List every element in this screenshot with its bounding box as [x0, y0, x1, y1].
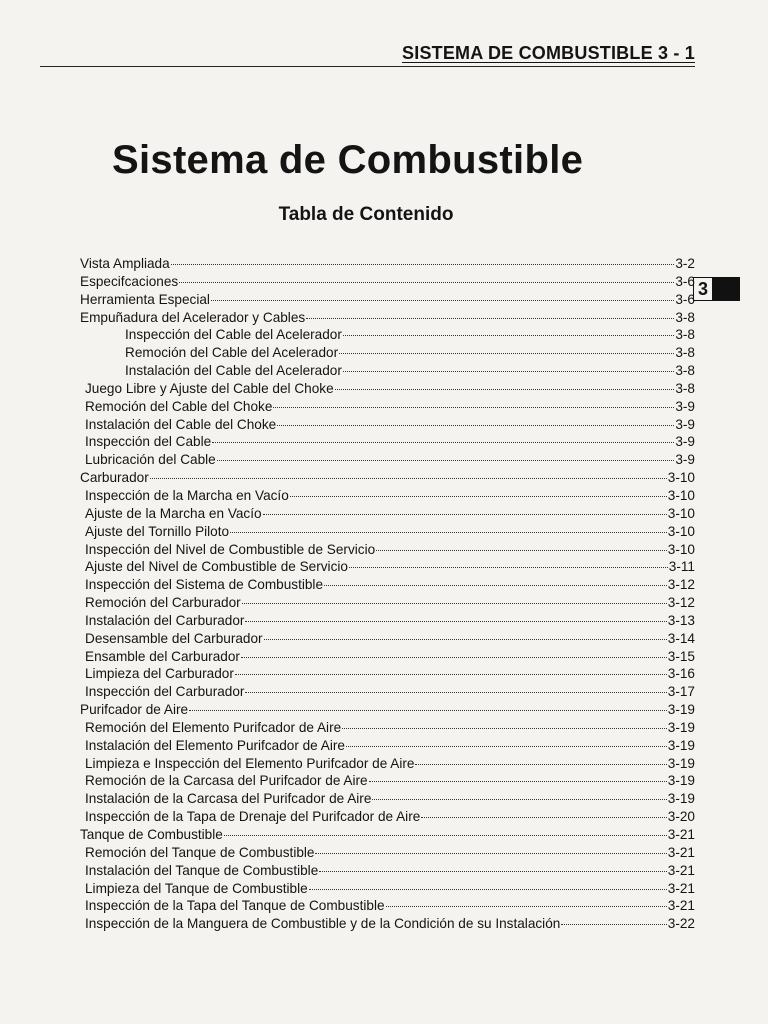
toc-entry-title: Ajuste del Nivel de Combustible de Servicio	[85, 559, 348, 575]
toc-entry-title: Instalación del Carburador	[85, 612, 245, 628]
toc-dot-leader	[189, 710, 667, 711]
page-title: Sistema de Combustible	[112, 138, 584, 182]
toc-entry	[80, 433, 695, 451]
toc-entry-title: Inspección de la Marcha en Vacío	[85, 487, 289, 503]
toc-entry-page: 3-6	[675, 273, 695, 289]
toc-entry-page: 3-22	[667, 916, 695, 932]
toc-dot-leader	[346, 746, 667, 747]
toc-dot-leader	[230, 532, 667, 533]
toc-entry	[80, 541, 695, 559]
toc-entry-title: Inspección del Carburador	[85, 684, 245, 700]
toc-entry-title: Remoción del Cable del Acelerador	[125, 345, 339, 361]
toc-entry-title: Vista Ampliada	[80, 256, 170, 271]
toc-entry-page: 3-8	[675, 345, 695, 361]
toc-entry	[80, 755, 695, 773]
toc-entry-page: 3-8	[675, 363, 695, 379]
toc-entry-page: 3-10	[667, 541, 695, 557]
toc-entry	[80, 576, 695, 594]
toc-entry	[80, 665, 695, 683]
toc-entry	[80, 362, 695, 380]
toc-entry	[80, 862, 695, 880]
toc-entry	[80, 737, 695, 755]
toc-entry	[80, 701, 695, 719]
toc-entry-title: Remoción del Elemento Purifcador de Aire	[85, 719, 342, 735]
toc-entry-page: 3-17	[667, 684, 695, 700]
chapter-number: 3	[693, 277, 713, 301]
toc-entry-title: Remoción del Cable del Choke	[85, 398, 273, 414]
toc-dot-leader	[171, 264, 675, 265]
toc-dot-leader	[372, 799, 666, 800]
toc-entry-title: Ajuste de la Marcha en Vacío	[85, 505, 262, 521]
toc-entry-title: Instalación del Elemento Purifcador de Aire	[85, 737, 345, 753]
toc-entry	[80, 630, 695, 648]
toc-entry-page: 3-12	[667, 595, 695, 611]
toc-entry-page: 3-21	[667, 827, 695, 842]
toc-entry-title: Inspección del Nivel de Combustible de Servicio	[85, 541, 376, 557]
toc-entry	[80, 309, 695, 327]
toc-entry	[80, 291, 695, 309]
toc-entry	[80, 505, 695, 523]
toc-dot-leader	[343, 335, 674, 336]
toc-entry	[80, 469, 695, 487]
toc-dot-leader	[339, 353, 674, 354]
toc-entry-title: Remoción del Tanque de Combustible	[85, 844, 315, 860]
toc-entry-title: Purifcador de Aire	[80, 702, 189, 718]
toc-entry-title: Remoción del Carburador	[85, 595, 241, 611]
toc-entry-page: 3-19	[667, 702, 695, 718]
toc-entry-page: 3-14	[667, 630, 695, 646]
toc-entry-title: Carburador	[80, 470, 149, 486]
toc-entry-title: Especifcaciones	[80, 273, 179, 289]
toc-dot-leader	[235, 674, 667, 675]
toc-entry	[80, 255, 695, 273]
toc-dot-leader	[319, 871, 667, 872]
toc-dot-leader	[245, 621, 666, 622]
toc-dot-leader	[211, 300, 674, 301]
toc-entry	[80, 826, 695, 844]
toc-dot-leader	[150, 478, 667, 479]
toc-entry-title: Limpieza del Tanque de Combustible	[85, 880, 308, 896]
toc-dot-leader	[561, 924, 666, 925]
toc-entry-title: Empuñadura del Acelerador y Cables	[80, 309, 306, 325]
toc-dot-leader	[415, 764, 666, 765]
toc-entry-page: 3-19	[667, 773, 695, 789]
toc-entry-page: 3-21	[667, 862, 695, 878]
toc-entry-page: 3-19	[667, 719, 695, 735]
toc-entry-title: Instalación del Cable del Acelerador	[125, 363, 342, 379]
toc-entry-page: 3-19	[667, 737, 695, 753]
toc-entry	[80, 880, 695, 898]
toc-entry-page: 3-9	[675, 452, 695, 468]
toc-entry	[80, 915, 695, 933]
toc-entry-page: 3-10	[667, 470, 695, 486]
toc-entry	[80, 380, 695, 398]
toc-entry-page: 3-10	[667, 487, 695, 503]
toc-entry-title: Inspección de la Manguera de Combustible y de la Condición de su Instalación	[85, 916, 561, 932]
toc-heading: Tabla de Contenido	[278, 204, 454, 225]
toc-entry	[80, 523, 695, 541]
toc-dot-leader	[309, 889, 667, 890]
toc-entry-title: Instalación de la Carcasa del Purifcador de Aire	[85, 791, 372, 807]
toc-dot-leader	[306, 318, 674, 319]
toc-entry	[80, 273, 695, 291]
toc-entry-page: 3-21	[667, 898, 695, 914]
toc-dot-leader	[315, 853, 666, 854]
toc-entry	[80, 719, 695, 737]
toc-dot-leader	[342, 728, 667, 729]
toc-entry	[80, 648, 695, 666]
toc-entry-page: 3-20	[667, 809, 695, 825]
table-of-contents	[80, 255, 695, 933]
toc-entry-page: 3-11	[668, 559, 695, 575]
toc-dot-leader	[290, 496, 667, 497]
toc-dot-leader	[212, 442, 674, 443]
chapter-tab	[693, 277, 740, 301]
toc-dot-leader	[241, 657, 667, 658]
toc-entry	[80, 487, 695, 505]
toc-entry	[80, 808, 695, 826]
toc-entry-title: Remoción de la Carcasa del Purifcador de Aire	[85, 773, 368, 789]
toc-entry-title: Lubricación del Cable	[85, 452, 216, 468]
toc-entry	[80, 612, 695, 630]
toc-entry-title: Inspección del Sistema de Combustible	[85, 577, 324, 593]
chapter-tab-block	[713, 277, 740, 301]
toc-dot-leader	[224, 835, 667, 836]
toc-entry	[80, 683, 695, 701]
toc-entry	[80, 594, 695, 612]
toc-entry-page: 3-8	[675, 380, 695, 396]
toc-dot-leader	[324, 585, 667, 586]
page-header	[40, 40, 695, 67]
toc-entry-page: 3-8	[675, 327, 695, 343]
toc-entry-page: 3-9	[675, 398, 695, 414]
toc-entry-title: Inspección del Cable del Acelerador	[125, 327, 342, 343]
toc-entry-page: 3-2	[675, 256, 695, 271]
toc-entry-page: 3-19	[667, 791, 695, 807]
toc-entry-page: 3-8	[675, 309, 695, 325]
toc-dot-leader	[273, 407, 674, 408]
toc-entry-page: 3-15	[667, 648, 695, 664]
toc-dot-leader	[343, 371, 674, 372]
toc-entry-title: Inspección de la Tapa de Drenaje del Purifcador de Aire	[85, 809, 421, 825]
toc-entry	[80, 344, 695, 362]
toc-entry	[80, 772, 695, 790]
toc-entry	[80, 897, 695, 915]
toc-dot-leader	[263, 514, 667, 515]
toc-entry-title: Inspección del Cable	[85, 434, 212, 450]
toc-entry	[80, 790, 695, 808]
toc-entry-title: Inspección de la Tapa del Tanque de Combustible	[85, 898, 385, 914]
toc-entry-page: 3-10	[667, 523, 695, 539]
toc-entry-page: 3-9	[675, 434, 695, 450]
toc-dot-leader	[264, 639, 667, 640]
toc-entry-page: 3-19	[667, 755, 695, 771]
toc-entry-page: 3-21	[667, 880, 695, 896]
toc-entry-title: Limpieza e Inspección del Elemento Purifcador de Aire	[85, 755, 415, 771]
toc-entry	[80, 844, 695, 862]
toc-entry-page: 3-13	[667, 612, 695, 628]
header-text: SISTEMA DE COMBUSTIBLE 3 - 1	[402, 43, 695, 63]
toc-entry-title: Desensamble del Carburador	[85, 630, 263, 646]
toc-entry-page: 3-21	[667, 844, 695, 860]
toc-dot-leader	[386, 906, 667, 907]
toc-dot-leader	[376, 550, 667, 551]
toc-entry	[80, 451, 695, 469]
toc-entry-page: 3-10	[667, 505, 695, 521]
toc-dot-leader	[179, 282, 674, 283]
toc-entry	[80, 558, 695, 576]
toc-dot-leader	[245, 692, 666, 693]
toc-entry-page: 3-16	[667, 666, 695, 682]
toc-dot-leader	[217, 460, 675, 461]
toc-entry	[80, 416, 695, 434]
toc-entry-title: Limpieza del Carburador	[85, 666, 234, 682]
toc-dot-leader	[349, 567, 668, 568]
toc-entry-page: 3-9	[675, 416, 695, 432]
toc-entry-title: Juego Libre y Ajuste del Cable del Choke	[85, 380, 334, 396]
toc-entry-title: Ensamble del Carburador	[85, 648, 240, 664]
toc-dot-leader	[335, 389, 675, 390]
toc-dot-leader	[242, 603, 667, 604]
toc-entry-page: 3-12	[667, 577, 695, 593]
toc-entry-title: Tanque de Combustible	[80, 827, 223, 842]
toc-entry-page: 3-6	[675, 291, 695, 307]
toc-entry-title: Instalación del Cable del Choke	[85, 416, 277, 432]
toc-entry-title: Herramienta Especial	[80, 291, 210, 307]
toc-entry	[80, 326, 695, 344]
toc-entry-title: Instalación del Tanque de Combustible	[85, 862, 319, 878]
toc-dot-leader	[421, 817, 667, 818]
toc-entry	[80, 398, 695, 416]
toc-dot-leader	[277, 425, 674, 426]
toc-entry-title: Ajuste del Tornillo Piloto	[85, 523, 230, 539]
toc-dot-leader	[369, 781, 667, 782]
